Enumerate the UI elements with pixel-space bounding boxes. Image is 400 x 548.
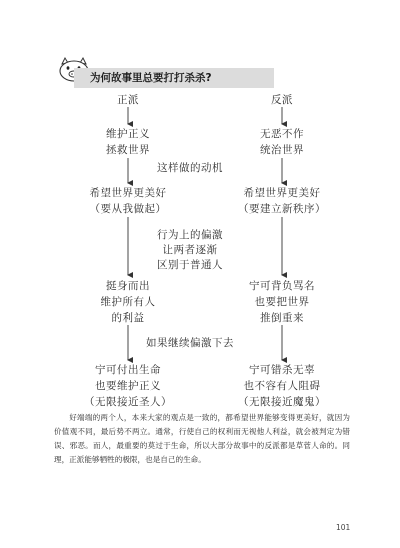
left-motive: 维护正义 拯救世界 xyxy=(106,128,150,156)
connector-motive: 这样做的动机 xyxy=(157,162,223,174)
connector-continue: 如果继续偏激下去 xyxy=(146,337,234,349)
right-extreme: 宁可错杀无辜 也不容有人阻碍 （无限接近魔鬼） xyxy=(238,364,326,408)
body-paragraph: 好端端的两个人，本来大家的观点是一致的，都希望世界能够变得更美好，就因为价值观不同，最后势不两立。通常，行使自己的权利而无视他人利益，就会被判定为错误、邪恶。而人，最重要的莫过于生命，所以大部分故事中的反派都是草菅人命的。同理，正派能够牺牲的极限，也是自己的生命。 xyxy=(54,412,350,464)
right-motive: 无恶不作 统治世界 xyxy=(260,128,304,156)
right-header: 反派 xyxy=(271,94,293,106)
left-header: 正派 xyxy=(117,94,139,106)
left-aim: 希望世界更美好 （要从我做起） xyxy=(89,187,167,215)
right-aim: 希望世界更美好 （要建立新秩序） xyxy=(238,187,326,215)
page-number: 101 xyxy=(336,523,351,532)
right-action: 宁可背负骂名 也要把世界 推倒重来 xyxy=(249,280,315,324)
left-extreme: 宁可付出生命 也要维护正义 （无限接近圣人） xyxy=(84,364,172,408)
left-action: 挺身而出 维护所有人 的利益 xyxy=(100,280,156,324)
section-heading: 为何故事里总要打打杀杀? xyxy=(90,72,212,84)
connector-bias: 行为上的偏激 让两者逐渐 区别于普通人 xyxy=(157,229,223,271)
